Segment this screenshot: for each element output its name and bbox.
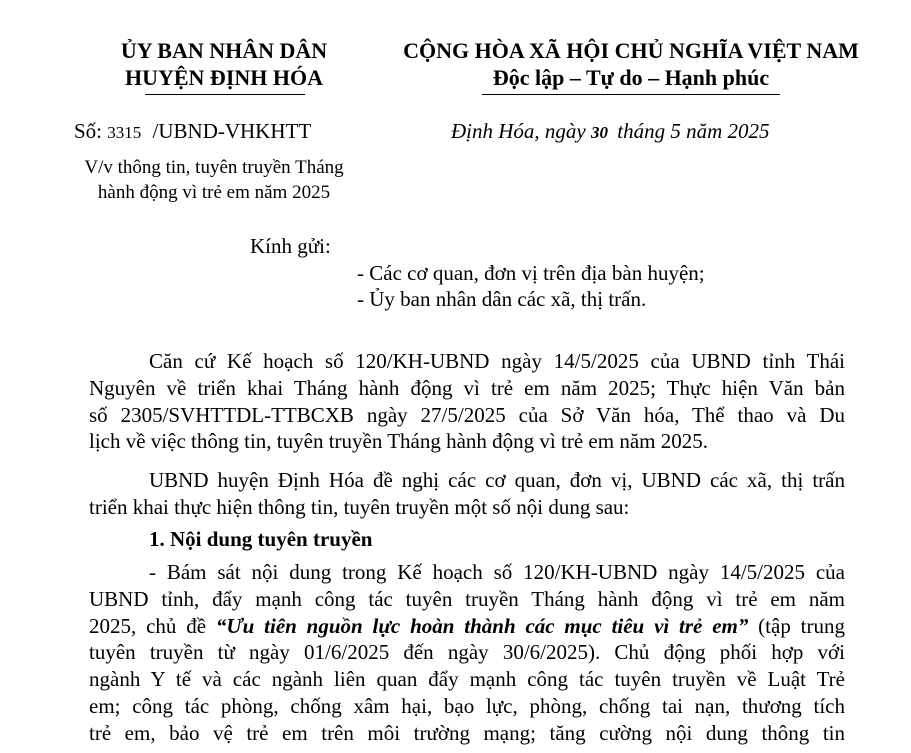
greeting-label: Kính gửi: xyxy=(250,234,331,258)
paragraph-line: UBND tỉnh, đẩy mạnh công tác tuyên truyền Tháng hành động vì trẻ em năm xyxy=(89,586,845,611)
doc-number-prefix: Số: xyxy=(74,119,103,143)
org-underline xyxy=(145,94,305,95)
document-number xyxy=(74,119,311,144)
doc-number-value: 3315 xyxy=(107,123,142,142)
paragraph-line: trẻ em, bảo vệ trẻ em trên môi trường mạng; tăng cường nội dung thông tin xyxy=(89,720,845,745)
line-text: (tập trung xyxy=(748,613,845,638)
org-name-line2: HUYỆN ĐỊNH HÓA xyxy=(124,65,323,90)
national-title: CỘNG HÒA XÃ HỘI CHỦ NGHĨA VIỆT NAM xyxy=(403,38,859,63)
paragraph-line: lịch về việc thông tin, tuyên truyền Tháng hành động vì trẻ em năm 2025. xyxy=(89,429,708,454)
document-date xyxy=(451,119,770,144)
subject-line1: V/v thông tin, tuyên truyền Tháng xyxy=(84,157,344,178)
paragraph-line: em; công tác phòng, chống xâm hại, bạo lực, phòng, chống tai nạn, thương tích xyxy=(89,693,845,718)
recipient-item: - Ủy ban nhân dân các xã, thị trấn. xyxy=(357,287,647,311)
body-paragraph-3 xyxy=(89,559,845,747)
subject-line2: hành động vì trẻ em năm 2025 xyxy=(97,182,331,203)
date-day: 30 xyxy=(591,123,608,142)
paragraph-line: ngành Y tế và các ngành liên quan đẩy mạnh công tác tuyên truyền về Luật Trẻ xyxy=(89,667,845,692)
paragraph-line: số 2305/SVHTTDL-TTBCXB ngày 27/5/2025 của Sở Văn hóa, Thể thao và Du xyxy=(89,402,845,427)
national-motto: Độc lập – Tự do – Hạnh phúc xyxy=(492,65,770,90)
paragraph-line: Nguyên về triển khai Tháng hành động vì trẻ em năm 2025; Thực hiện Văn bản xyxy=(89,375,845,400)
paragraph-line-emphasis xyxy=(89,613,845,640)
body-paragraph-1 xyxy=(89,348,845,455)
date-rest: tháng 5 năm 2025 xyxy=(617,119,770,143)
doc-number-suffix: /UBND-VHKHTT xyxy=(152,119,312,143)
theme-quote: “Ưu tiên nguồn lực hoàn thành các mục tiêu vì trẻ em” xyxy=(215,613,749,638)
date-prefix: Định Hóa, ngày xyxy=(451,119,586,143)
body-paragraph-2 xyxy=(89,467,845,521)
org-name-line1: ỦY BAN NHÂN DÂN xyxy=(120,38,328,63)
paragraph-line: UBND huyện Định Hóa đề nghị các cơ quan, đơn vị, UBND các xã, thị trấn xyxy=(149,468,845,492)
section-heading-1: 1. Nội dung tuyên truyền xyxy=(149,527,373,551)
paragraph-line: Căn cứ Kế hoạch số 120/KH-UBND ngày 14/5/2025 của UBND tỉnh Thái xyxy=(149,349,845,373)
paragraph-line: triển khai thực hiện thông tin, tuyên truyền một số nội dung sau: xyxy=(89,494,630,519)
paragraph-line: - Bám sát nội dung trong Kế hoạch số 120/KH-UBND ngày 14/5/2025 của xyxy=(149,560,845,584)
paragraph-line: tuyên truyền từ ngày 01/6/2025 đến ngày 30/6/2025). Chủ động phối hợp với xyxy=(89,640,845,665)
document-subject xyxy=(60,155,368,205)
line-text: 2025, chủ đề xyxy=(89,613,216,638)
recipient-item: - Các cơ quan, đơn vị trên địa bàn huyện; xyxy=(357,261,705,285)
motto-underline xyxy=(482,94,780,95)
